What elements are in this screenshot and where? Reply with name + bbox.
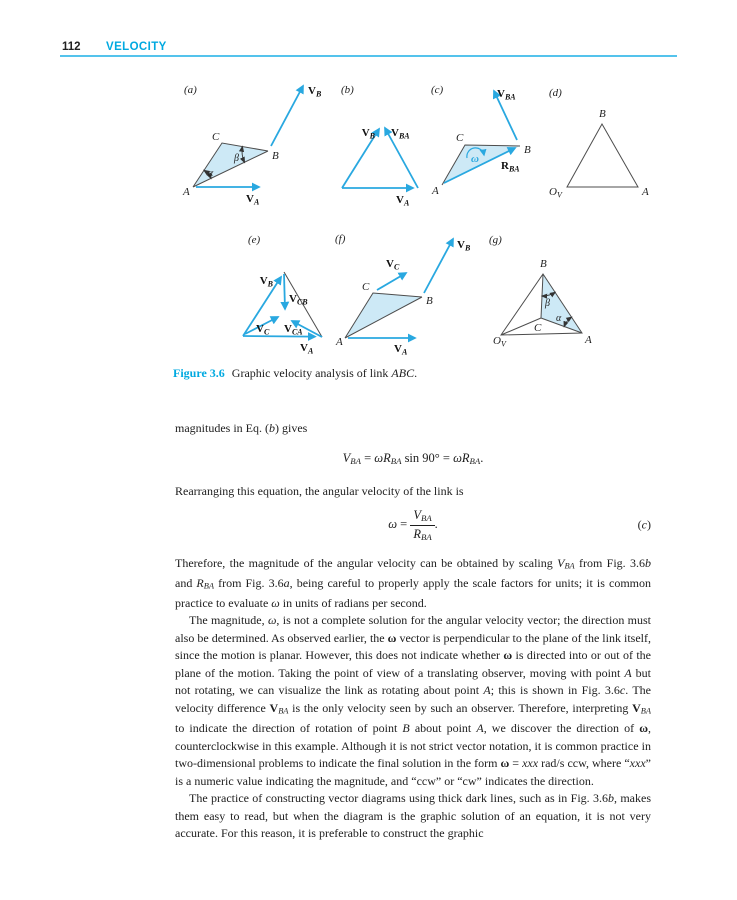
paragraph-3: Therefore, the magnitude of the angular velocity can be obtained by scaling VBA from Fig. 3.6b and RBA from Fig. 3.6a, being careful to properly apply the scale factors for units; it is common practice to evaluate ω in units of radians per second.	[175, 555, 652, 610]
page-number: 112	[62, 41, 81, 53]
angle-beta-label: β	[545, 298, 550, 309]
vector-vcb-label: $V_{CB}$	[289, 293, 308, 307]
point-b-label: B	[599, 108, 606, 120]
fraction-numerator: VBA	[410, 508, 434, 526]
panel-a	[182, 84, 322, 207]
panel-f	[335, 233, 471, 357]
point-a-label: A	[183, 186, 190, 198]
panel-g	[489, 234, 592, 349]
figure-caption-text: Graphic velocity analysis of link ABC.	[231, 366, 418, 380]
panel-e-tag: (e)	[248, 234, 261, 246]
point-c-label: C	[362, 281, 370, 293]
panel-d	[549, 87, 649, 200]
vector-va-label: $V_A$	[396, 194, 410, 208]
angle-beta-label: β	[234, 153, 239, 164]
panel-e	[243, 234, 322, 356]
origin-ov-label: $O_V$	[493, 335, 506, 349]
point-b-label: B	[272, 150, 279, 162]
panel-a-tag: (a)	[184, 84, 197, 96]
equation-c-period: .	[434, 517, 438, 532]
paragraph-5: The practice of constructing vector diagrams using thick dark lines, such as in Fig. 3.6b, makes them easy to read, but when the diagram is the graphic solution of an equation, it is not very accurate. For this reason, it is preferable to construct the graphic	[175, 791, 651, 841]
equation-c	[175, 508, 651, 542]
equation-c-fraction	[410, 508, 434, 542]
origin-ov-label: $O_V$	[549, 186, 562, 200]
figure-3-6-diagram	[0, 70, 737, 370]
figure-caption-number: Figure 3.6	[173, 366, 225, 380]
vector-vba-label: $V_{BA}$	[391, 127, 410, 141]
panel-c	[431, 84, 531, 197]
vector-va-label: $V_A$	[246, 193, 260, 207]
vector-vc-label: $V_C$	[256, 323, 270, 337]
vector-va-label: $V_A$	[300, 342, 314, 356]
point-b-label: B	[426, 295, 433, 307]
point-c-label: C	[534, 322, 542, 334]
equation-c-lhs: ω =	[388, 517, 411, 532]
omega-label: ω	[471, 153, 479, 165]
panel-g-tag: (g)	[489, 234, 502, 246]
point-b-label: B	[524, 144, 531, 156]
angle-alpha-label: α	[208, 168, 214, 179]
body-text-column	[175, 420, 651, 843]
vector-rba-label: $R_{BA}$	[501, 160, 520, 174]
vector-va	[243, 336, 315, 337]
chapter-title: VELOCITY	[106, 41, 167, 53]
point-a-label: A	[336, 336, 343, 348]
vector-vb	[424, 239, 453, 293]
panel-b	[341, 84, 418, 208]
angle-alpha-label: α	[556, 313, 562, 324]
panel-c-tag: (c)	[431, 84, 444, 96]
paragraph-1: magnitudes in Eq. (b) gives	[175, 421, 308, 435]
vector-vb-label: $V_B$	[308, 85, 322, 99]
paragraph-2: Rearranging this equation, the angular velocity of the link is	[175, 483, 464, 498]
vector-va-label: $V_A$	[394, 343, 408, 357]
point-a-label: A	[642, 186, 649, 198]
point-b-label: B	[540, 258, 547, 270]
equation-b-result: VBA = ωRBA sin 90° = ωRBA.	[342, 450, 484, 466]
panel-b-tag: (b)	[341, 84, 354, 96]
point-c-label: C	[456, 132, 464, 144]
link-abc-fill	[193, 143, 268, 187]
figure-caption	[173, 366, 693, 381]
paragraph-4: The magnitude, ω, is not a complete solution for the angular velocity vector; the direction must also be determined. As observed earlier, the ω vector is perpendicular to the plane of the link itself, since the motion is planar. However, this does not indicate whether ω is directed into or out of the plane of the motion. Taking the point of view of a translating observer, moving with point A but not rotating, we can visualize the link as rotating about point A; this is shown in Fig. 3.6c. The velocity difference VBA is the only velocity seen by such an observer. Therefore, interpreting VBA to indicate the direction of rotation of point B about point A, we discover the direction of ω, counterclockwise in this example. Although it is not strict vector notation, it is common practice in two-dimensional problems to indicate the final solution in the form ω = xxx rad/s ccw, where “xxx” is a numeric value indicating the magnitude, and “ccw” or “cw” indicates the direction.	[175, 613, 652, 788]
panel-f-tag: (f)	[335, 233, 346, 245]
equation-c-number: (c)	[637, 517, 651, 532]
vector-vcb	[284, 274, 285, 309]
vector-vc	[377, 273, 406, 290]
vector-vb-label: $V_B$	[361, 127, 375, 141]
vector-vc-label: $V_C$	[386, 258, 400, 272]
header-rule	[60, 55, 677, 57]
vector-vb-label: $V_B$	[259, 275, 273, 289]
point-a-label: A	[585, 334, 592, 346]
vector-vb	[271, 86, 303, 146]
link-abc-fill	[345, 293, 422, 338]
point-a-label: A	[432, 185, 439, 197]
velocity-polygon-outline	[567, 124, 638, 187]
fraction-denominator: RBA	[413, 526, 432, 542]
point-c-label: C	[212, 131, 220, 143]
panel-d-tag: (d)	[549, 87, 562, 99]
vector-vb-label: $V_B$	[457, 239, 471, 253]
vector-vba-label: $V_{BA}$	[497, 88, 516, 102]
vector-vca-label: $V_{CA}$	[284, 323, 303, 337]
